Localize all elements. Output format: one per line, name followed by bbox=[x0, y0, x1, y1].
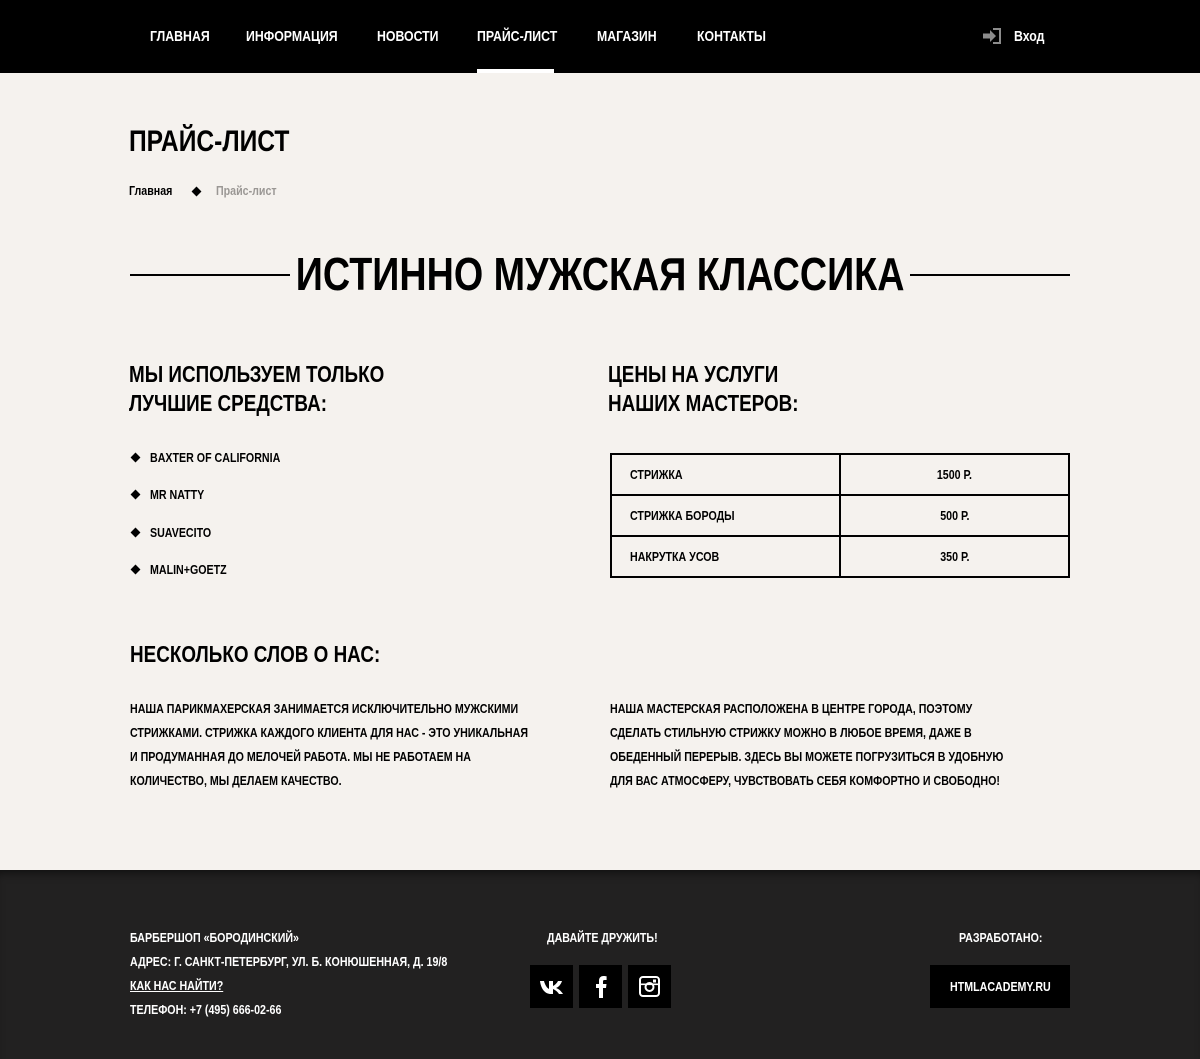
nav-item-price-list[interactable] bbox=[477, 0, 558, 73]
products-heading: МЫ ИСПОЛЬЗУЕМ ТОЛЬКО ЛУЧШИЕ СРЕДСТВА: bbox=[129, 361, 385, 416]
footer-address: АДРЕС: Г. САНКТ-ПЕТЕРБУРГ, УЛ. Б. КОНЮШЕННАЯ, Д. 19/8 bbox=[130, 954, 448, 969]
table-row bbox=[611, 454, 1069, 495]
nav-item-label: НОВОСТИ bbox=[377, 28, 439, 45]
breadcrumb-home-link[interactable]: Главная bbox=[129, 183, 173, 198]
social-heading: ДАВАЙТЕ ДРУЖИТЬ! bbox=[547, 930, 658, 945]
table-row bbox=[611, 495, 1069, 536]
diamond-bullet-icon bbox=[131, 490, 141, 500]
nav-item-label: КОНТАКТЫ bbox=[697, 28, 766, 45]
price-cell: 1500 Р. bbox=[840, 454, 1069, 495]
login-label: Вход bbox=[1014, 28, 1045, 45]
footer-company: БАРБЕРШОП «БОРОДИНСКИЙ» bbox=[130, 930, 299, 945]
service-cell: СТРИЖКА БОРОДЫ bbox=[611, 495, 840, 536]
footer-phone: ТЕЛЕФОН: +7 (495) 666-02-66 bbox=[130, 1002, 282, 1017]
price-cell: 350 Р. bbox=[840, 536, 1069, 577]
instagram-icon bbox=[639, 976, 660, 997]
about-heading: НЕСКОЛЬКО СЛОВ О НАС: bbox=[130, 641, 381, 667]
service-cell: НАКРУТКА УСОВ bbox=[611, 536, 840, 577]
nav-item-home[interactable] bbox=[150, 0, 223, 73]
diamond-bullet-icon bbox=[131, 565, 141, 575]
hero-title: ИСТИННО МУЖСКАЯ КЛАССИКА bbox=[295, 248, 905, 300]
table-row bbox=[611, 536, 1069, 577]
nav-item-info[interactable] bbox=[246, 0, 358, 73]
htmlacademy-link[interactable]: HTMLACADEMY.RU bbox=[930, 965, 1070, 1008]
nav-item-label: МАГАЗИН bbox=[597, 28, 657, 45]
about-text-left: НАША ПАРИКМАХЕРСКАЯ ЗАНИМАЕТСЯ ИСКЛЮЧИТЕЛЬНО МУЖСКИМИ СТРИЖКАМИ. СТРИЖКА КАЖДОГО КЛИЕНТА ДЛЯ НАС - ЭТО УНИКАЛЬНАЯ И ПРОДУМАННАЯ ДО МЕЛОЧЕЙ РАБОТА. МЫ НЕ РАБОТАЕМ НА КОЛИЧЕСТВО, МЫ ДЕЛАЕМ КАЧЕСТВО. bbox=[130, 701, 528, 788]
footer bbox=[0, 870, 1200, 1059]
sign-in-icon bbox=[983, 28, 1002, 44]
nav-item-label: ПРАЙС-ЛИСТ bbox=[477, 28, 558, 45]
nav-item-contacts[interactable] bbox=[697, 0, 781, 73]
price-table bbox=[610, 453, 1070, 578]
diamond-bullet-icon bbox=[131, 453, 141, 463]
top-navigation bbox=[0, 0, 1200, 73]
nav-item-shop[interactable] bbox=[597, 0, 670, 73]
diamond-bullet-icon bbox=[131, 528, 141, 538]
vk-button[interactable] bbox=[530, 965, 573, 1008]
instagram-button[interactable] bbox=[628, 965, 671, 1008]
developer-heading: РАЗРАБОТАНО: bbox=[959, 930, 1043, 945]
service-cell: СТРИЖКА bbox=[611, 454, 840, 495]
active-underline bbox=[477, 69, 554, 73]
price-cell: 500 Р. bbox=[840, 495, 1069, 536]
about-text-right: НАША МАСТЕРСКАЯ РАСПОЛОЖЕНА В ЦЕНТРЕ ГОРОДА, ПОЭТОМУ СДЕЛАТЬ СТИЛЬНУЮ СТРИЖКУ МОЖНО В ЛЮБОЕ ВРЕМЯ, ДАЖЕ В ОБЕДЕННЫЙ ПЕРЕРЫВ. ЗДЕСЬ ВЫ МОЖЕТЕ ПОГРУЗИТЬСЯ В УДОБНУЮ ДЛЯ ВАС АТМОСФЕРУ, ЧУВСТВОВАТЬ СЕБЯ КОМФОРТНО И СВОБОДНО! bbox=[610, 701, 1004, 788]
footer-directions-link[interactable]: КАК НАС НАЙТИ? bbox=[130, 978, 224, 993]
breadcrumb-current: Прайс-лист bbox=[216, 183, 277, 198]
nav-item-news[interactable] bbox=[377, 0, 452, 73]
facebook-icon bbox=[595, 976, 607, 998]
nav-item-label: ГЛАВНАЯ bbox=[150, 28, 210, 45]
facebook-button[interactable] bbox=[579, 965, 622, 1008]
vk-icon bbox=[539, 979, 565, 995]
page-title: ПРАЙС-ЛИСТ bbox=[129, 125, 290, 158]
breadcrumb-separator-icon bbox=[192, 187, 202, 197]
prices-heading: ЦЕНЫ НА УСЛУГИ НАШИХ МАСТЕРОВ: bbox=[608, 361, 799, 416]
nav-item-label: ИНФОРМАЦИЯ bbox=[246, 28, 338, 45]
